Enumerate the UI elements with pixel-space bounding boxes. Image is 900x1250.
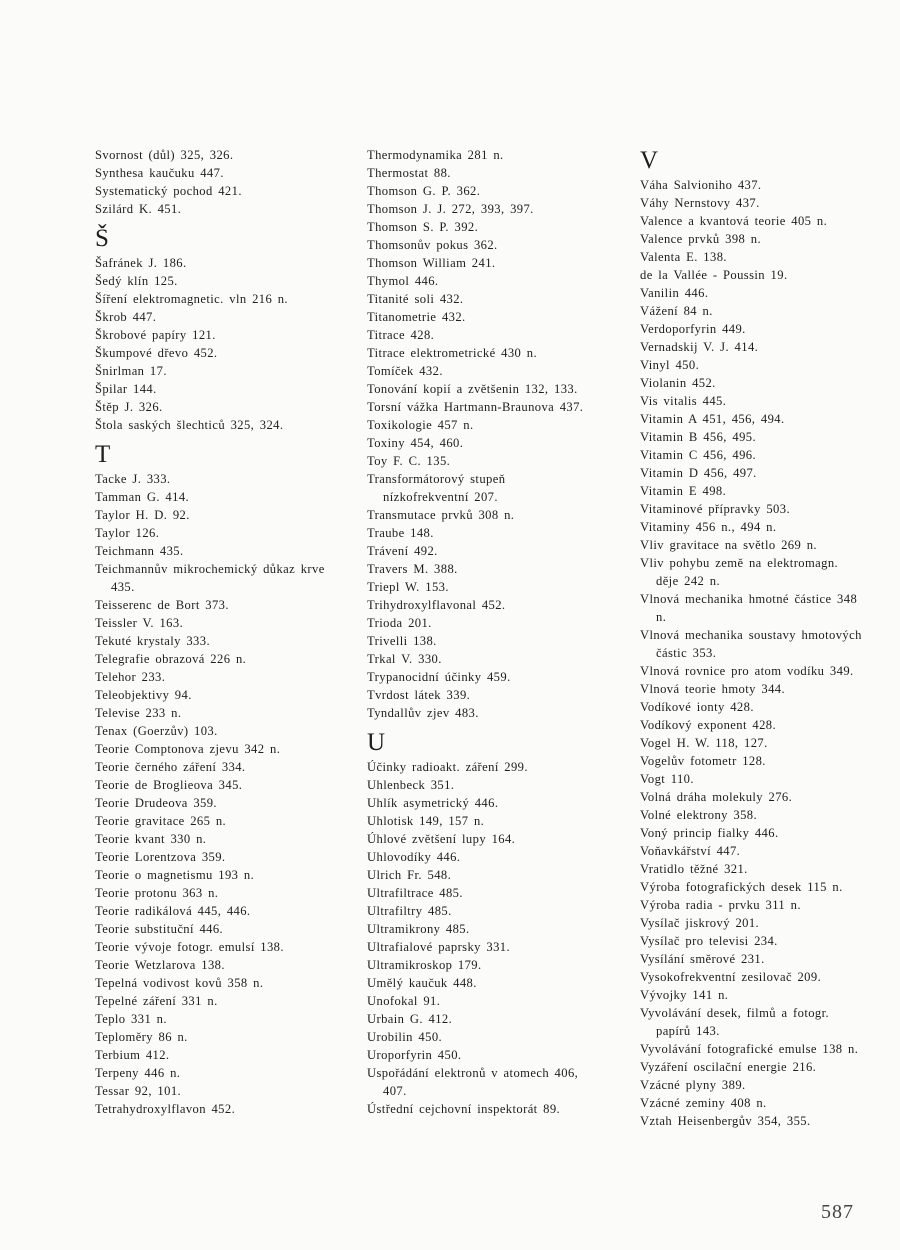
index-entry: Teichmann 435. <box>95 544 184 558</box>
index-entry: Výroba radia - prvku 311 n. <box>640 898 801 912</box>
index-entry: Vogelův fotometr 128. <box>640 754 766 768</box>
section-letter: Š <box>95 225 109 252</box>
index-entry: Thomson S. P. 392. <box>367 220 479 234</box>
index-entry: Teichmannův mikrochemický důkaz krve 435. <box>95 562 325 594</box>
section-letter: V <box>640 147 659 174</box>
index-entry: Triepl W. 153. <box>367 580 449 594</box>
index-entry: Vlnová rovnice pro atom vodíku 349. <box>640 664 854 678</box>
index-entry: Transformátorový stupeň nízkofrekventní 207. <box>367 472 506 504</box>
index-entry: Volné elektrony 358. <box>640 808 758 822</box>
index-column-2 <box>367 146 589 1118</box>
index-entry: Teorie de Broglieova 345. <box>95 778 243 792</box>
index-entry: Teorie černého záření 334. <box>95 760 246 774</box>
index-entry: Valenta E. 138. <box>640 250 727 264</box>
index-entry: Urbain G. 412. <box>367 1012 453 1026</box>
index-entry: Tvrdost látek 339. <box>367 688 471 702</box>
index-entry: Teorie protonu 363 n. <box>95 886 219 900</box>
index-entry: Vyvolávání fotografické emulse 138 n. <box>640 1042 859 1056</box>
index-entry: Vztah Heisenbergův 354, 355. <box>640 1114 811 1128</box>
index-entry: Svornost (důl) 325, 326. <box>95 148 234 162</box>
index-entry: Vliv gravitace na světlo 269 n. <box>640 538 817 552</box>
index-entry: Ultramikroskop 179. <box>367 958 482 972</box>
index-entry: Teplo 331 n. <box>95 1012 167 1026</box>
index-entry: Úhlové zvětšení lupy 164. <box>367 832 516 846</box>
index-entry: Ultramikrony 485. <box>367 922 470 936</box>
index-entry: Toy F. C. 135. <box>367 454 451 468</box>
index-entry: Váha Salvioniho 437. <box>640 178 762 192</box>
index-entry: Ultrafiltry 485. <box>367 904 452 918</box>
index-entry: Uroporfyrin 450. <box>367 1048 462 1062</box>
index-entry: Vodíkový exponent 428. <box>640 718 777 732</box>
index-entry: Ultrafialové paprsky 331. <box>367 940 511 954</box>
index-entry: Tepelná vodivost kovů 358 n. <box>95 976 264 990</box>
index-entry: Unofokal 91. <box>367 994 441 1008</box>
index-entry: Vanilin 446. <box>640 286 709 300</box>
index-entry: Trkal V. 330. <box>367 652 442 666</box>
index-entry: Uhlotisk 149, 157 n. <box>367 814 485 828</box>
index-entry: Šíření elektromagnetic. vln 216 n. <box>95 292 288 306</box>
index-entry: Traube 148. <box>367 526 434 540</box>
index-entry: Titrace elektrometrické 430 n. <box>367 346 538 360</box>
index-entry: Synthesa kaučuku 447. <box>95 166 224 180</box>
index-entry: Urobilin 450. <box>367 1030 443 1044</box>
index-entry: Vysílač pro televisi 234. <box>640 934 778 948</box>
section-letter: T <box>95 441 111 468</box>
index-entry: Telegrafie obrazová 226 n. <box>95 652 247 666</box>
index-entry: Vážení 84 n. <box>640 304 713 318</box>
index-entry: Trioda 201. <box>367 616 432 630</box>
index-entry: Štola saských šlechticů 325, 324. <box>95 418 284 432</box>
index-entry: Uhlenbeck 351. <box>367 778 455 792</box>
index-entry: Voný princip fialky 446. <box>640 826 779 840</box>
index-entry: de la Vallée - Poussin 19. <box>640 268 788 282</box>
index-entry: Vysílač jiskrový 201. <box>640 916 760 930</box>
index-entry: Teorie Wetzlarova 138. <box>95 958 225 972</box>
index-entry: Tessar 92, 101. <box>95 1084 182 1098</box>
index-entry: Váhy Nernstovy 437. <box>640 196 760 210</box>
index-entry: Thomson William 241. <box>367 256 496 270</box>
index-entry: Vlnová mechanika hmotné částice 348 n. <box>640 592 858 624</box>
index-entry: Thomson J. J. 272, 393, 397. <box>367 202 534 216</box>
index-entry: Telehor 233. <box>95 670 166 684</box>
index-entry: Vývojky 141 n. <box>640 988 729 1002</box>
index-entry: Teorie radikálová 445, 446. <box>95 904 251 918</box>
index-entry: Tenax (Goerzův) 103. <box>95 724 218 738</box>
index-entry: Trihydroxylflavonal 452. <box>367 598 506 612</box>
index-entry: Šedý klín 125. <box>95 274 178 288</box>
index-entry: Vliv pohybu země na elektromagn. děje 242 n. <box>640 556 839 588</box>
index-entry: Teorie gravitace 265 n. <box>95 814 227 828</box>
index-entry: Ústřední cejchovní inspektorát 89. <box>367 1102 561 1116</box>
index-entry: Titanité soli 432. <box>367 292 464 306</box>
index-entry: Teorie o magnetismu 193 n. <box>95 868 255 882</box>
index-entry: Taylor H. D. 92. <box>95 508 190 522</box>
index-entry: Tekuté krystaly 333. <box>95 634 210 648</box>
index-entry: Vitamin A 451, 456, 494. <box>640 412 785 426</box>
index-entry: Systematický pochod 421. <box>95 184 242 198</box>
index-entry: Vitaminy 456 n., 494 n. <box>640 520 777 534</box>
index-entry: Vzácné plyny 389. <box>640 1078 746 1092</box>
index-entry: Vitamin C 456, 496. <box>640 448 757 462</box>
index-entry: Vysokofrekventní zesilovač 209. <box>640 970 822 984</box>
index-entry: Vis vitalis 445. <box>640 394 727 408</box>
index-entry: Tomíček 432. <box>367 364 443 378</box>
index-entry: Teploměry 86 n. <box>95 1030 188 1044</box>
index-entry: Torsní vážka Hartmann-Braunova 437. <box>367 400 584 414</box>
index-entry: Vlnová teorie hmoty 344. <box>640 682 786 696</box>
index-column-1 <box>95 146 325 1118</box>
index-entry: Tetrahydroxylflavon 452. <box>95 1102 236 1116</box>
index-entry: Štěp J. 326. <box>95 400 163 414</box>
index-entry: Tacke J. 333. <box>95 472 171 486</box>
index-entry: Thomsonův pokus 362. <box>367 238 498 252</box>
index-entry: Violanin 452. <box>640 376 716 390</box>
index-entry: Tonování kopií a zvětšenin 132, 133. <box>367 382 578 396</box>
index-entry: Voňavkářství 447. <box>640 844 741 858</box>
index-entry: Thermostat 88. <box>367 166 451 180</box>
index-entry: Tamman G. 414. <box>95 490 190 504</box>
index-entry: Trypanocidní účinky 459. <box>367 670 511 684</box>
index-entry: Šafránek J. 186. <box>95 256 187 270</box>
index-entry: Škrob 447. <box>95 310 157 324</box>
index-entry: Vodíkové ionty 428. <box>640 700 754 714</box>
index-entry: Televise 233 n. <box>95 706 182 720</box>
index-entry: Szilárd K. 451. <box>95 202 182 216</box>
index-entry: Tepelné záření 331 n. <box>95 994 218 1008</box>
index-entry: Teleobjektivy 94. <box>95 688 192 702</box>
index-entry: Trivelli 138. <box>367 634 437 648</box>
index-entry: Vyvolávání desek, filmů a fotogr. papírů 143. <box>640 1006 830 1038</box>
index-entry: Uhlík asymetrický 446. <box>367 796 499 810</box>
index-entry: Škumpové dřevo 452. <box>95 346 218 360</box>
index-entry: Špilar 144. <box>95 382 157 396</box>
index-entry: Vzácné zeminy 408 n. <box>640 1096 767 1110</box>
index-entry: Toxikologie 457 n. <box>367 418 474 432</box>
index-entry: Umělý kaučuk 448. <box>367 976 477 990</box>
index-entry: Thymol 446. <box>367 274 439 288</box>
index-entry: Thermodynamika 281 n. <box>367 148 504 162</box>
index-entry: Teorie vývoje fotogr. emulsí 138. <box>95 940 284 954</box>
index-entry: Výroba fotografických desek 115 n. <box>640 880 843 894</box>
index-entry: Vinyl 450. <box>640 358 700 372</box>
index-entry: Volná dráha molekuly 276. <box>640 790 793 804</box>
index-entry: Teorie Lorentzova 359. <box>95 850 226 864</box>
index-entry: Ulrich Fr. 548. <box>367 868 452 882</box>
index-entry: Účinky radioakt. záření 299. <box>367 760 528 774</box>
index-entry: Ultrafiltrace 485. <box>367 886 463 900</box>
index-entry: Škrobové papíry 121. <box>95 328 216 342</box>
index-entry: Teorie Comptonova zjevu 342 n. <box>95 742 281 756</box>
index-entry: Travers M. 388. <box>367 562 458 576</box>
index-entry: Teissler V. 163. <box>95 616 184 630</box>
index-entry: Terpeny 446 n. <box>95 1066 181 1080</box>
index-entry: Uspořádání elektronů v atomech 406, 407. <box>367 1066 579 1098</box>
index-entry: Valence prvků 398 n. <box>640 232 762 246</box>
index-entry: Teorie Drudeova 359. <box>95 796 217 810</box>
page-number: 587 <box>821 1201 854 1223</box>
index-entry: Vogel H. W. 118, 127. <box>640 736 768 750</box>
index-column-3 <box>640 147 862 1130</box>
index-entry: Vitamin D 456, 497. <box>640 466 757 480</box>
index-entry: Titanometrie 432. <box>367 310 466 324</box>
index-entry: Vysílání směrové 231. <box>640 952 765 966</box>
index-entry: Uhlovodíky 446. <box>367 850 461 864</box>
index-entry: Vitamin B 456, 495. <box>640 430 757 444</box>
index-entry: Toxiny 454, 460. <box>367 436 464 450</box>
index-entry: Šnirlman 17. <box>95 364 167 378</box>
index-entry: Tyndallův zjev 483. <box>367 706 479 720</box>
index-entry: Vitamin E 498. <box>640 484 727 498</box>
section-letter: U <box>367 729 386 756</box>
index-entry: Taylor 126. <box>95 526 160 540</box>
index-entry: Vyzáření oscilační energie 216. <box>640 1060 817 1074</box>
index-entry: Terbium 412. <box>95 1048 170 1062</box>
index-entry: Thomson G. P. 362. <box>367 184 481 198</box>
index-entry: Vitaminové přípravky 503. <box>640 502 790 516</box>
index-entry: Verdoporfyrin 449. <box>640 322 746 336</box>
index-entry: Vlnová mechanika soustavy hmotových částic 353. <box>640 628 862 660</box>
index-entry: Teorie kvant 330 n. <box>95 832 207 846</box>
index-entry: Teorie substituční 446. <box>95 922 224 936</box>
index-entry: Teisserenc de Bort 373. <box>95 598 229 612</box>
index-entry: Vogt 110. <box>640 772 694 786</box>
index-entry: Vernadskij V. J. 414. <box>640 340 759 354</box>
index-entry: Trávení 492. <box>367 544 438 558</box>
index-entry: Vratidlo těžné 321. <box>640 862 748 876</box>
index-entry: Valence a kvantová teorie 405 n. <box>640 214 828 228</box>
index-entry: Titrace 428. <box>367 328 435 342</box>
index-entry: Transmutace prvků 308 n. <box>367 508 515 522</box>
